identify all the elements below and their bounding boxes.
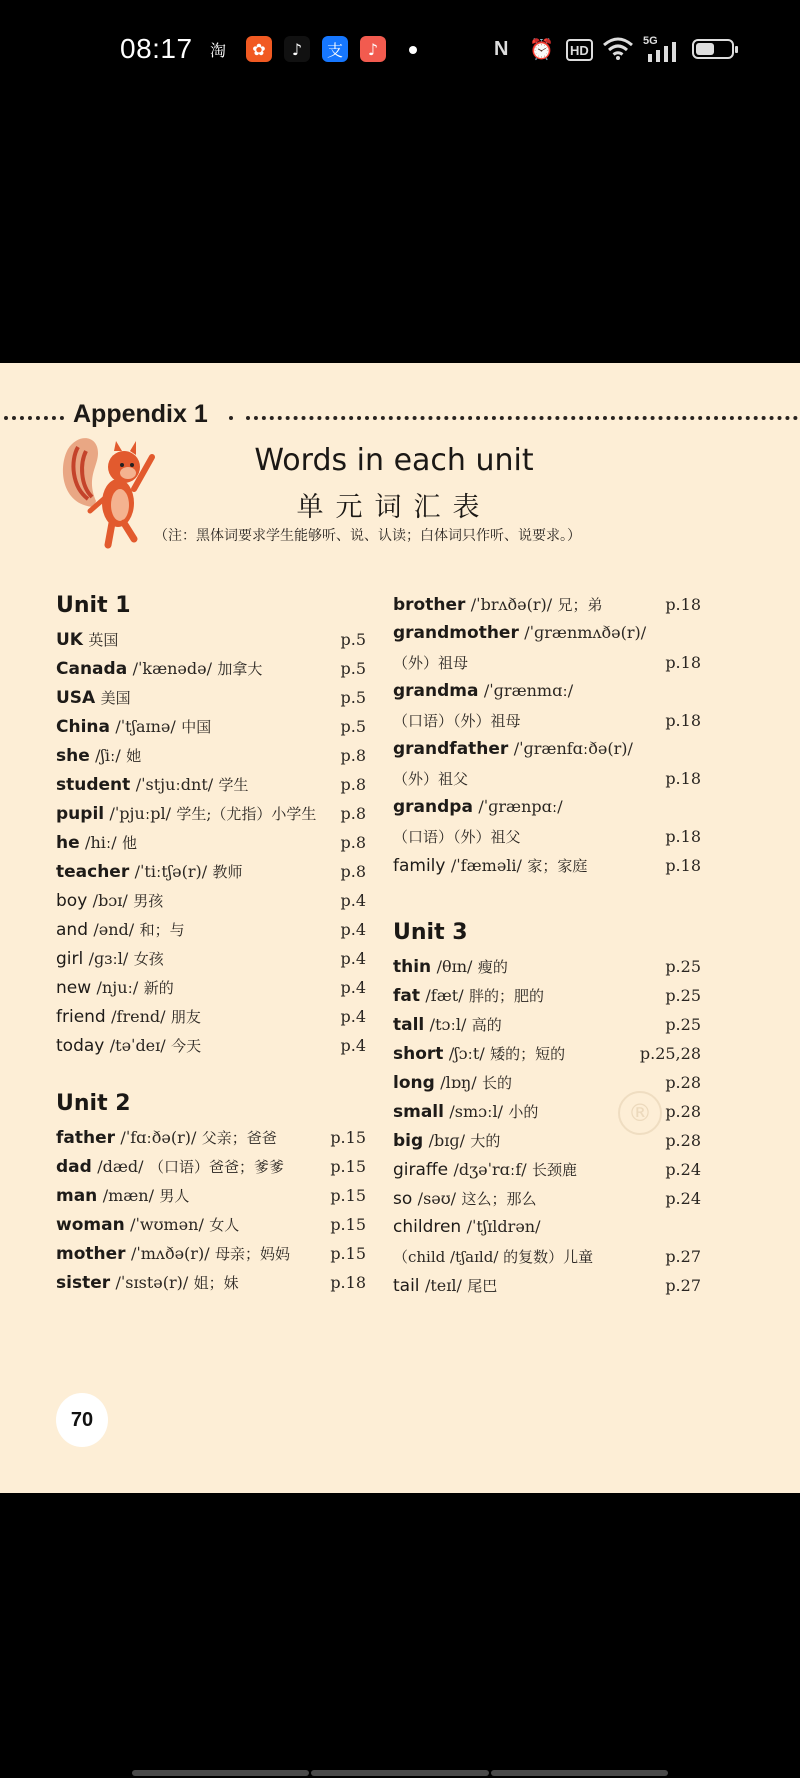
phonetic: /ˈfæməli/ (450, 856, 522, 875)
page-ref: p.15 (330, 1157, 366, 1176)
meaning: 中国 (181, 718, 212, 736)
unit-2-title: Unit 2 (56, 1091, 131, 1116)
vocab-entry (393, 1159, 701, 1187)
word: USA (56, 688, 96, 708)
page-ref: p.4 (340, 920, 366, 939)
vocab-entry (56, 1006, 366, 1034)
unit-1-title: Unit 1 (56, 593, 131, 618)
page-ref: p.8 (340, 775, 366, 794)
meaning: 男人 (159, 1187, 190, 1205)
page-number-badge: 70 (56, 1393, 108, 1447)
word: thin (393, 957, 432, 977)
phonetic: /smɔːl/ (449, 1102, 504, 1121)
signal-5g-icon: 5G (643, 35, 658, 47)
word: friend (56, 1007, 106, 1027)
meaning: 学生;（尤指）小学生 (176, 805, 317, 823)
meaning: 女人 (209, 1216, 240, 1234)
vocab-entry (56, 745, 366, 773)
phonetic: /ʃiː/ (95, 746, 121, 765)
word: and (56, 920, 88, 940)
word: Canada (56, 659, 128, 679)
page-ref: p.5 (340, 659, 366, 678)
title-chinese: 单元词汇表 (296, 492, 492, 523)
vocab-entry (56, 1035, 366, 1063)
word: grandfather (393, 739, 509, 759)
phonetic: /teɪl/ (424, 1276, 462, 1295)
phonetic: /fæt/ (425, 986, 464, 1005)
wifi-icon (602, 37, 634, 61)
phonetic: /lɒŋ/ (440, 1073, 477, 1092)
vocab-entry (56, 1156, 366, 1184)
battery-icon (692, 39, 734, 59)
instruction-note: （注：黑体词要求学生能够听、说、认读；白体词只作听、说要求。） (154, 528, 581, 544)
page-ref: p.15 (330, 1244, 366, 1263)
music-icon: ♪ (360, 36, 386, 62)
nfc-icon: N (494, 37, 509, 60)
word: girl (56, 949, 84, 969)
meaning: 小的 (508, 1103, 539, 1121)
progress-segment[interactable] (491, 1770, 668, 1776)
word: dad (56, 1157, 92, 1177)
meaning: 他 (122, 834, 138, 852)
vocab-entry (56, 629, 366, 657)
word: brother (393, 595, 466, 615)
document-page (0, 363, 800, 1493)
meaning: 高的 (471, 1016, 502, 1034)
phonetic: /mæn/ (102, 1186, 154, 1205)
vocab-entry-continuation (393, 768, 701, 796)
meaning: 学生 (218, 776, 249, 794)
vocab-entry (393, 681, 701, 709)
vocab-entry (56, 948, 366, 976)
phonetic: /ˈpjuːpl/ (109, 804, 171, 823)
meaning: 男孩 (133, 892, 164, 910)
word: teacher (56, 862, 130, 882)
meaning: 大的 (470, 1132, 501, 1150)
page-ref: p.28 (665, 1102, 701, 1121)
vocab-entry (393, 956, 701, 984)
word: fat (393, 986, 420, 1006)
phonetic: /ˈtiːtʃə(r)/ (134, 862, 208, 881)
vocab-entry-continuation (393, 1246, 701, 1274)
page-ref: p.24 (665, 1160, 701, 1179)
phonetic: /ˈkænədə/ (132, 659, 212, 678)
page-ref: p.4 (340, 978, 366, 997)
page-ref: p.24 (665, 1189, 701, 1208)
phonetic: /ˈstjuːdnt/ (135, 775, 214, 794)
word: father (56, 1128, 116, 1148)
meaning: 家；家庭 (527, 857, 588, 875)
meaning: （口语）（外）祖母 (393, 712, 521, 730)
word: big (393, 1131, 424, 1151)
status-bar (0, 0, 800, 100)
page-ref: p.15 (330, 1186, 366, 1205)
vocab-entry (56, 1127, 366, 1155)
word: pupil (56, 804, 105, 824)
dot-separator (229, 416, 233, 420)
vocab-entry (56, 774, 366, 802)
word: mother (56, 1244, 126, 1264)
phonetic: /njuː/ (96, 978, 139, 997)
phonetic: /θɪn/ (436, 957, 473, 976)
phonetic: /tɔːl/ (429, 1015, 467, 1034)
appendix-label: Appendix 1 (73, 400, 208, 428)
page-ref: p.4 (340, 1036, 366, 1055)
page-ref: p.4 (340, 949, 366, 968)
vocab-entry (393, 1101, 701, 1129)
phonetic: /bɪɡ/ (428, 1131, 465, 1150)
meaning: 胖的；肥的 (468, 987, 544, 1005)
meaning: 瘦的 (477, 958, 508, 976)
phonetic: /dʒəˈrɑːf/ (453, 1160, 527, 1179)
word: grandpa (393, 797, 473, 817)
page-ref: p.18 (665, 769, 701, 788)
vocab-entry (56, 977, 366, 1005)
word: man (56, 1186, 98, 1206)
word: today (56, 1036, 105, 1056)
page-ref: p.8 (340, 746, 366, 765)
word: tall (393, 1015, 425, 1035)
word: he (56, 833, 80, 853)
word: grandma (393, 681, 479, 701)
word: giraffe (393, 1160, 449, 1180)
page-ref: p.18 (330, 1273, 366, 1292)
phonetic: /bɔɪ/ (92, 891, 128, 910)
phonetic: /ɡɜːl/ (88, 949, 129, 968)
vocab-entry-continuation (393, 710, 701, 738)
word: student (56, 775, 131, 795)
more-notifications-dot (409, 46, 417, 54)
vocab-entry (56, 890, 366, 918)
meaning: （口语）爸爸；爹爹 (148, 1158, 284, 1176)
phonetic: /ˈbrʌðə(r)/ (470, 595, 553, 614)
page-ref: p.5 (340, 688, 366, 707)
vocab-entry (56, 1272, 366, 1300)
meaning: （外）祖母 (393, 654, 469, 672)
vocab-entry (393, 1130, 701, 1158)
kuaishou-icon: ✿ (246, 36, 272, 62)
progress-segment[interactable] (132, 1770, 309, 1776)
phonetic: /ˈɡrænfɑːðə(r)/ (513, 739, 633, 758)
meaning: 加拿大 (217, 660, 263, 678)
vocab-entry (393, 1275, 701, 1303)
page-ref: p.4 (340, 891, 366, 910)
page-ref: p.5 (340, 630, 366, 649)
meaning: 教师 (212, 863, 243, 881)
phonetic: /frend/ (111, 1007, 166, 1026)
clock: 08:17 (120, 33, 193, 64)
vocab-entry (393, 985, 701, 1013)
vocab-entry-continuation (393, 652, 701, 680)
meaning: 朋友 (170, 1008, 201, 1026)
signal-bars-icon (648, 40, 678, 64)
word: China (56, 717, 110, 737)
word: so (393, 1189, 413, 1209)
meaning: （口语）（外）祖父 (393, 828, 521, 846)
page-ref: p.15 (330, 1215, 366, 1234)
word: children (393, 1217, 462, 1237)
vocab-entry (393, 797, 701, 825)
page-ref: p.18 (665, 856, 701, 875)
word: family (393, 856, 446, 876)
meaning: 英国 (88, 631, 119, 649)
phonetic: /ˈɡrænmʌðə(r)/ (524, 623, 647, 642)
hd-icon: HD (566, 39, 593, 61)
word: short (393, 1044, 444, 1064)
word: she (56, 746, 90, 766)
dotted-rule-left (4, 416, 64, 420)
meaning: 和；与 (139, 921, 185, 939)
page-ref: p.28 (665, 1073, 701, 1092)
meaning: 兄；弟 (557, 596, 603, 614)
word: woman (56, 1215, 125, 1235)
page-ref: p.18 (665, 711, 701, 730)
page-ref: p.18 (665, 595, 701, 614)
page-ref: p.8 (340, 862, 366, 881)
vocab-entry (393, 855, 701, 883)
phonetic: /ənd/ (93, 920, 135, 939)
phonetic: /ˈɡrænpɑː/ (478, 797, 563, 816)
vocab-entry (56, 1243, 366, 1271)
alipay-icon: 支 (322, 36, 348, 62)
word: UK (56, 630, 83, 650)
phonetic: /ˈɡrænmɑː/ (483, 681, 574, 700)
phonetic: /ˈtʃaɪnə/ (115, 717, 176, 736)
page-ref: p.27 (665, 1247, 701, 1266)
vocab-entry (393, 594, 701, 622)
appendix-header (0, 400, 800, 430)
phonetic: /səʊ/ (417, 1189, 457, 1208)
meaning: 父亲；爸爸 (201, 1129, 277, 1147)
vocab-entry (393, 623, 701, 651)
word: small (393, 1102, 444, 1122)
dotted-rule-right (246, 416, 800, 420)
word: sister (56, 1273, 111, 1293)
page-ref: p.25 (665, 1015, 701, 1034)
meaning: 美国 (100, 689, 131, 707)
registered-watermark: ® (618, 1091, 662, 1135)
meaning: 矮的；短的 (490, 1045, 566, 1063)
page-ref: p.8 (340, 804, 366, 823)
meaning: 今天 (171, 1037, 202, 1055)
phonetic: /ˈfɑːðə(r)/ (120, 1128, 197, 1147)
title-english: Words in each unit (254, 443, 534, 478)
meaning: 尾巴 (467, 1277, 498, 1295)
phonetic: /ˈmʌðə(r)/ (130, 1244, 210, 1263)
vocab-entry (56, 716, 366, 744)
vocab-entry (56, 1214, 366, 1242)
page-ref: p.28 (665, 1131, 701, 1150)
page-ref: p.18 (665, 653, 701, 672)
page-ref: p.5 (340, 717, 366, 736)
page-ref: p.4 (340, 1007, 366, 1026)
word: boy (56, 891, 88, 911)
vocab-entry (56, 1185, 366, 1213)
meaning: 她 (126, 747, 142, 765)
image-viewer-progress[interactable] (132, 1770, 668, 1776)
vocab-entry (56, 803, 366, 831)
vocab-entry-continuation (393, 826, 701, 854)
meaning: 这么；那么 (461, 1190, 537, 1208)
taobao-icon: 淘 (209, 40, 226, 60)
page-ref: p.8 (340, 833, 366, 852)
phonetic: /ˈwʊmən/ (130, 1215, 204, 1234)
word: long (393, 1073, 435, 1093)
word: grandmother (393, 623, 519, 643)
page-ref: p.25 (665, 957, 701, 976)
progress-segment[interactable] (311, 1770, 488, 1776)
phonetic: /dæd/ (97, 1157, 144, 1176)
meaning: 长颈鹿 (532, 1161, 578, 1179)
vocab-entry (56, 658, 366, 686)
page-ref: p.18 (665, 827, 701, 846)
vocab-entry (393, 1014, 701, 1042)
phonetic: /ˈtʃɪldrən/ (466, 1217, 541, 1236)
phonetic: /ˈsɪstə(r)/ (115, 1273, 189, 1292)
phonetic: /hiː/ (85, 833, 117, 852)
vocab-entry (56, 861, 366, 889)
word: new (56, 978, 92, 998)
page-ref: p.15 (330, 1128, 366, 1147)
meaning: 女孩 (133, 950, 164, 968)
vocab-entry (393, 739, 701, 767)
vocab-entry (393, 1043, 701, 1071)
tiktok-icon: ♪ (284, 36, 310, 62)
vocab-entry (56, 919, 366, 947)
page-ref: p.25 (665, 986, 701, 1005)
meaning: 长的 (482, 1074, 513, 1092)
phonetic: /ʃɔːt/ (448, 1044, 485, 1063)
meaning: 母亲；妈妈 (214, 1245, 290, 1263)
meaning: 新的 (143, 979, 174, 997)
meaning: （child /tʃaɪld/ 的复数）儿童 (393, 1248, 594, 1266)
vocab-entry (393, 1072, 701, 1100)
unit-3-title: Unit 3 (393, 920, 468, 945)
vocab-entry (56, 832, 366, 860)
phonetic: /təˈdeɪ/ (109, 1036, 166, 1055)
page-ref: p.25,28 (639, 1044, 701, 1063)
vocab-entry (56, 687, 366, 715)
alarm-icon: ⏰ (529, 38, 554, 61)
meaning: 姐；妹 (193, 1274, 239, 1292)
page-ref: p.27 (665, 1276, 701, 1295)
word: tail (393, 1276, 420, 1296)
meaning: （外）祖父 (393, 770, 469, 788)
vocab-entry (393, 1217, 701, 1245)
vocab-entry (393, 1188, 701, 1216)
